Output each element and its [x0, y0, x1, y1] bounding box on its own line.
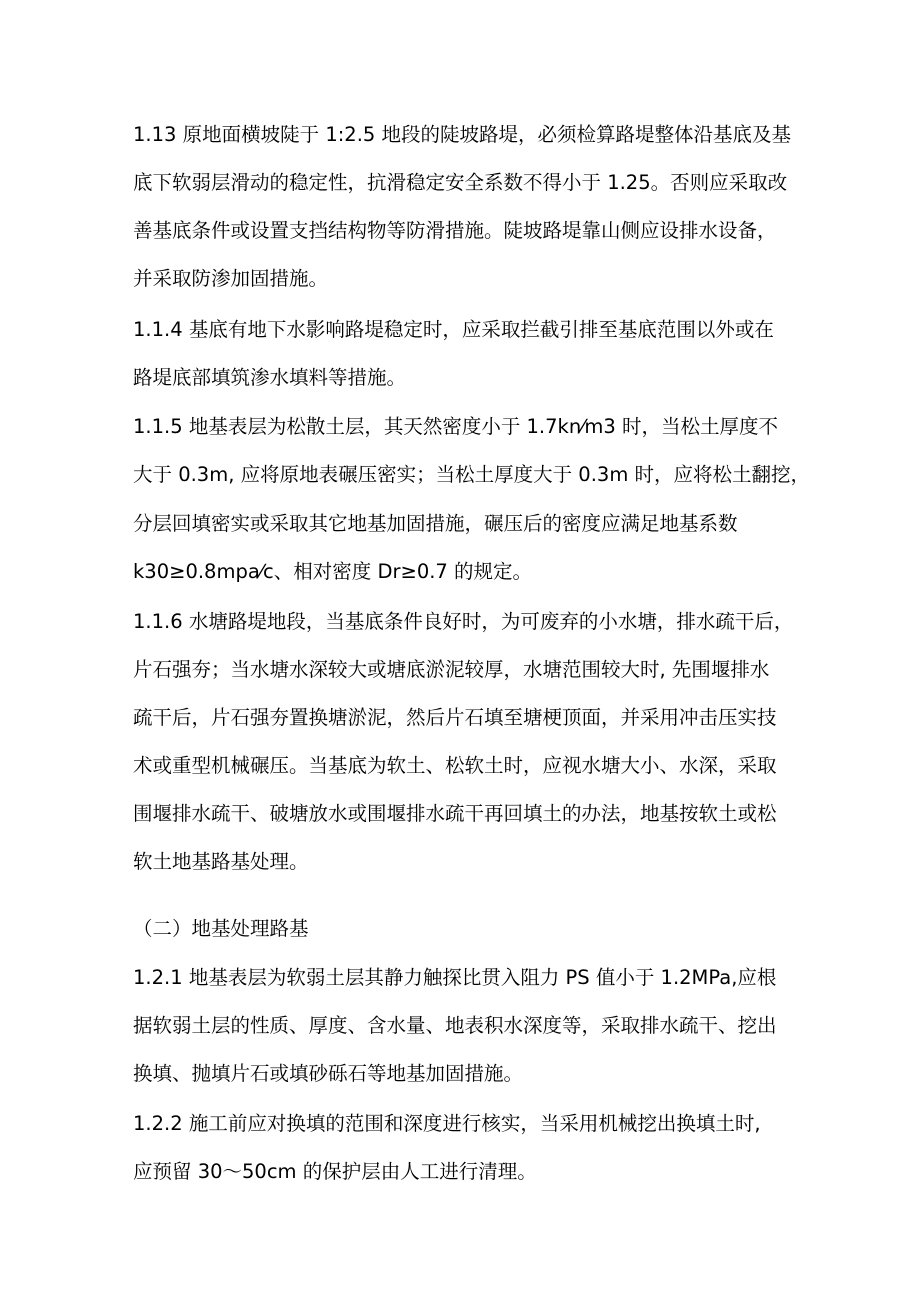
- text-line: 1.13 原地面横坡陡于 1:2.5 地段的陡坡路堤，必须检算路堤整体沿基底及基: [133, 123, 792, 146]
- text-line: k30≥0.8mpa⁄c、相对密度 Dr≥0.7 的规定。: [133, 560, 533, 583]
- text-line: 善基底条件或设置支挡结构物等防滑措施。陡坡路堤靠山侧应设排水设备，: [133, 219, 777, 242]
- text-line: 大于 0.3m, 应将原地表碾压密实；当松土厚度大于 0.3m 时，应将松土翻挖，: [133, 463, 811, 486]
- text-line: 底下软弱层滑动的稳定性，抗滑稳定安全系数不得小于 1.25。否则应采取改: [133, 171, 788, 194]
- text-line: 1.2.1 地基表层为软弱土层其静力触探比贯入阻力 PS 值小于 1.2MPa,应根: [133, 966, 777, 989]
- text-line: 软土地基路基处理。: [133, 850, 309, 873]
- section-heading: （二）地基处理路基: [133, 917, 309, 940]
- text-line: 1.1.5 地基表层为松散土层，其天然密度小于 1.7kn⁄m3 时，当松土厚度不: [133, 415, 779, 438]
- text-line: 1.2.2 施工前应对换填的范围和深度进行核实，当采用机械挖出换填土时,: [133, 1112, 761, 1135]
- text-line: 路堤底部填筑渗水填料等措施。: [133, 366, 407, 389]
- text-line: 1.1.4 基底有地下水影响路堤稳定时，应采取拦截引排至基底范围以外或在: [133, 318, 774, 341]
- text-line: 据软弱土层的性质、厚度、含水量、地表积水深度等，采取排水疏干、挖出: [133, 1014, 777, 1037]
- text-line: 换填、抛填片石或填砂砾石等地基加固措施。: [133, 1062, 524, 1085]
- text-line: 围堰排水疏干、破塘放水或围堰排水疏干再回填土的办法，地基按软土或松: [133, 802, 777, 825]
- text-line: 1.1.6 水塘路堤地段，当基底条件良好时，为可废弃的小水塘，排水疏干后，: [133, 610, 794, 633]
- text-line: 术或重型机械碾压。当基底为软土、松软土时，应视水塘大小、水深，采取: [133, 754, 777, 777]
- text-line: 分层回填密实或采取其它地基加固措施，碾压后的密度应满足地基系数: [133, 512, 738, 535]
- text-line: 疏干后，片石强夯置换塘淤泥，然后片石填至塘梗顶面，并采用冲击压实技: [133, 706, 777, 729]
- text-line: 应预留 30～50cm 的保护层由人工进行清理。: [133, 1160, 537, 1183]
- text-line: 并采取防渗加固措施。: [133, 267, 329, 290]
- text-line: 片石强夯；当水塘水深较大或塘底淤泥较厚，水塘范围较大时, 先围堰排水: [133, 658, 770, 681]
